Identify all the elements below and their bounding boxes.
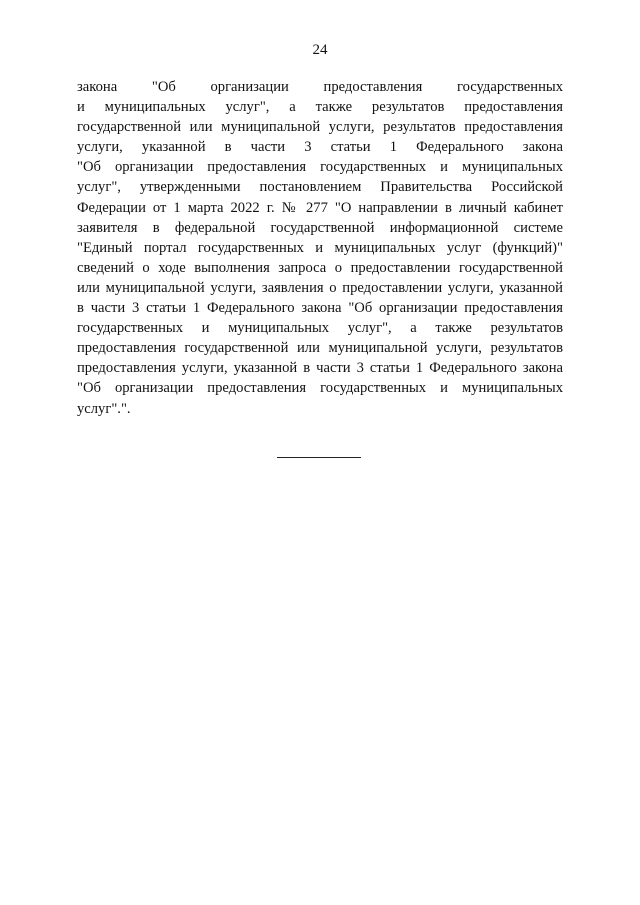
text-line: Федерации от 1 марта 2022 г. № 277 "О направлении в личный кабинет — [77, 199, 563, 216]
text-line: "Единый портал государственных и муниципальных услуг (функций)" — [77, 239, 563, 256]
page-number: 24 — [312, 42, 328, 58]
text-line: "Об организации предоставления государственных и муниципальных — [77, 159, 563, 176]
end-separator-line — [277, 457, 361, 458]
text-line: или муниципальной услуги, заявления о предоставлении услуги, указанной — [77, 279, 563, 296]
body-paragraph — [77, 77, 563, 419]
text-line: закона "Об организации предоставления государственных — [77, 79, 563, 95]
text-line-last: услуг".". — [77, 400, 131, 417]
text-line: государственных и муниципальных услуг", а также результатов — [77, 320, 563, 337]
text-line: услуг", утвержденными постановлением Правительства Российской — [77, 179, 563, 196]
text-line: и муниципальных услуг", а также результатов предоставления — [77, 99, 563, 116]
text-line: заявителя в федеральной государственной информационной системе — [77, 219, 563, 236]
text-line: предоставления услуги, указанной в части 3 статьи 1 Федерального закона — [77, 360, 563, 377]
text-line: сведений о ходе выполнения запроса о предоставлении государственной — [77, 259, 563, 276]
text-line: услуги, указанной в части 3 статьи 1 Федерального закона — [77, 139, 563, 156]
text-line: "Об организации предоставления государственных и муниципальных — [77, 380, 563, 397]
text-line: государственной или муниципальной услуги, результатов предоставления — [77, 119, 563, 136]
text-line: предоставления государственной или муниципальной услуги, результатов — [77, 340, 563, 357]
text-line: в части 3 статьи 1 Федерального закона "Об организации предоставления — [77, 300, 563, 317]
